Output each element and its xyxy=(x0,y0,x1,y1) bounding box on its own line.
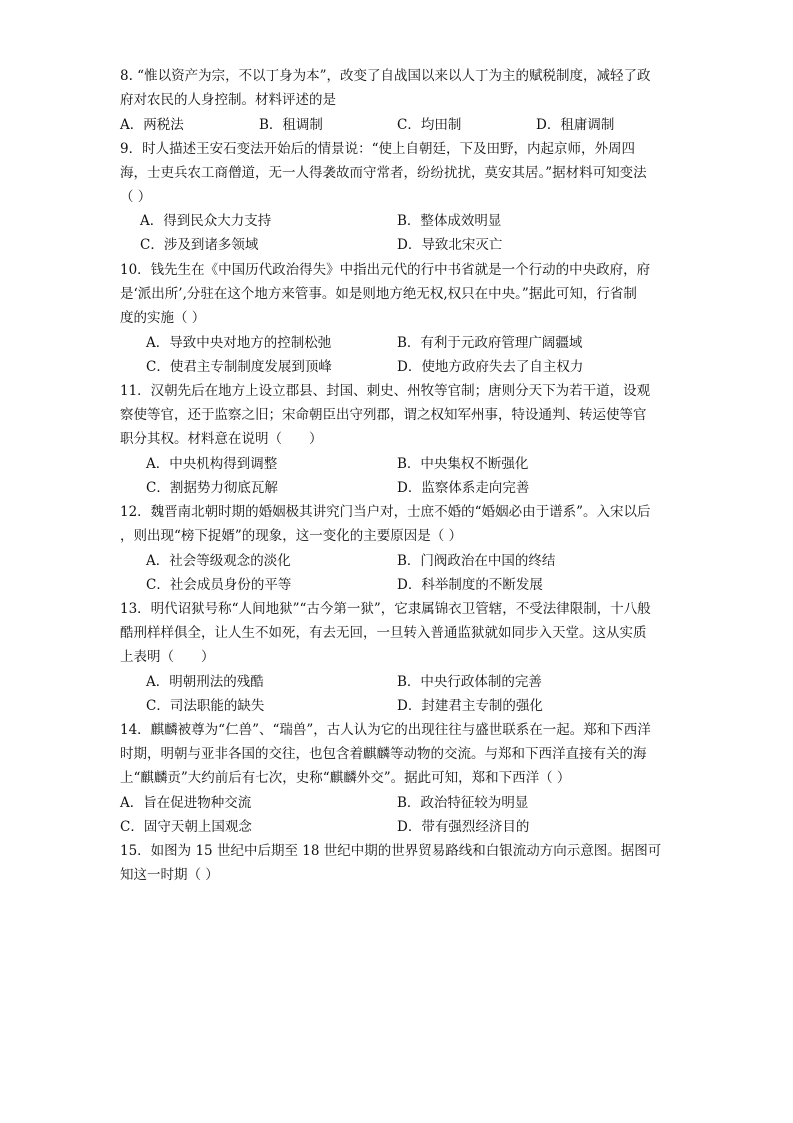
q11-line-1: 11．汉朝先后在地方上设立郡县、封国、刺史、州牧等官制；唐则分天下为若干道，设观 xyxy=(120,383,651,399)
q14-option-c: C．固守天朝上国观念 xyxy=(120,819,252,835)
q8-option-b: B．租调制 xyxy=(259,117,323,133)
q9-option-c: C．涉及到诸多领域 xyxy=(140,237,259,253)
q13-option-c: C．司法职能的缺失 xyxy=(146,698,265,714)
q14-line-1: 14．麒麟被尊为“仁兽”、“瑞兽”，古人认为它的出现往往与盛世联系在一起。郑和下西洋 xyxy=(120,722,651,738)
q10-option-a: A．导致中央对地方的控制松弛 xyxy=(146,335,332,351)
q9-line-1: 9．时人描述王安石变法开始后的情景说：“使上自朝廷，下及田野，内起京师，外周四 xyxy=(120,141,635,157)
q15-line-1: 15．如图为 15 世纪中后期至 18 世纪中期的世界贸易路线和白银流动方向示意图。据图可 xyxy=(120,843,662,859)
q8-option-c: C．均田制 xyxy=(397,117,462,133)
q12-line-2: ，则出现“榜下捉婿”的现象，这一变化的主要原因是（ ） xyxy=(120,528,463,544)
q10-line-2: 是‘派出所’,分驻在这个地方来管事。如是则地方绝无权,权只在中央。”据此可知，行省制 xyxy=(120,286,637,302)
q9-line-3: （ ） xyxy=(120,189,152,205)
q13-option-d: D．封建君主专制的强化 xyxy=(397,698,543,714)
q13-option-a: A．明朝刑法的残酷 xyxy=(146,674,264,690)
q13-line-2: 酷刑样样俱全，让人生不如死，有去无回，一旦转入普通监狱就如同步入天堂。这从实质 xyxy=(120,625,647,641)
q10-option-b: B．有利于元政府管理广阔疆域 xyxy=(397,335,583,351)
q15-line-2: 知这一时期（ ） xyxy=(120,867,219,883)
q10-option-d: D．使地方政府失去了自主权力 xyxy=(397,359,584,375)
q9-option-d: D．导致北宋灭亡 xyxy=(397,237,503,253)
q11-option-c: C．割据势力彻底瓦解 xyxy=(146,480,278,496)
q12-option-d: D．科举制度的不断发展 xyxy=(397,577,543,593)
q8-option-a: A．两税法 xyxy=(120,117,184,133)
q13-line-3: 上表明（ ） xyxy=(120,649,215,665)
q14-option-a: A．旨在促进物种交流 xyxy=(120,795,252,811)
q12-line-1: 12．魏晋南北朝时期的婚姻极其讲究门当户对，士庶不婚的“婚姻必由于谱系”。入宋以后 xyxy=(120,504,651,520)
q11-line-3: 职分其权。材料意在说明（ ） xyxy=(120,431,323,447)
q9-line-2: 海，士吏兵农工商僧道，无一人得袭故而守常者，纷纷扰扰，莫安其居。”据材料可知变法 xyxy=(120,165,647,181)
q12-option-c: C．社会成员身份的平等 xyxy=(146,577,292,593)
q8-line-2: 府对农民的人身控制。材料评述的是 xyxy=(120,92,336,108)
q10-option-c: C．使君主专制制度发展到顶峰 xyxy=(146,359,332,375)
q14-option-d: D．带有强烈经济目的 xyxy=(397,819,530,835)
q13-line-1: 13．明代诏狱号称“人间地狱”“古今第一狱”，它隶属锦衣卫管辖，不受法律限制，十八般 xyxy=(120,601,651,617)
q14-line-3: 上“麒麟贡”大约前后有七次，史称“麒麟外交”。据此可知，郑和下西洋（ ） xyxy=(120,770,571,786)
q13-option-b: B．中央行政体制的完善 xyxy=(397,674,542,690)
q12-option-a: A．社会等级观念的淡化 xyxy=(146,553,291,569)
q11-option-a: A．中央机构得到调整 xyxy=(146,456,278,472)
q11-option-b: B．中央集权不断强化 xyxy=(397,456,529,472)
q12-option-b: B．门阀政治在中国的终结 xyxy=(397,553,556,569)
q10-line-3: 度的实施（ ） xyxy=(120,310,206,326)
q14-line-2: 时期，明朝与亚非各国的交往，也包含着麒麟等动物的交流。与郑和下西洋直接有关的海 xyxy=(120,746,647,762)
q9-option-a: A．得到民众大力支持 xyxy=(140,213,272,229)
q11-option-d: D．监察体系走向完善 xyxy=(397,480,530,496)
q14-option-b: B．政治特征较为明显 xyxy=(397,795,529,811)
q11-line-2: 察使等官，还于监察之旧；宋命朝臣出守列郡，谓之权知军州事，特设通判、转运使等官 xyxy=(120,407,647,423)
q8-line-1: 8. “惟以资产为宗，不以丁身为本”，改变了自战国以来以人丁为主的赋税制度，减轻了政 xyxy=(120,68,651,84)
q8-option-d: D．租庸调制 xyxy=(536,117,615,133)
q10-line-1: 10．钱先生在《中国历代政治得失》中指出元代的行中书省就是一个行动的中央政府，府 xyxy=(120,262,651,278)
q9-option-b: B．整体成效明显 xyxy=(397,213,502,229)
